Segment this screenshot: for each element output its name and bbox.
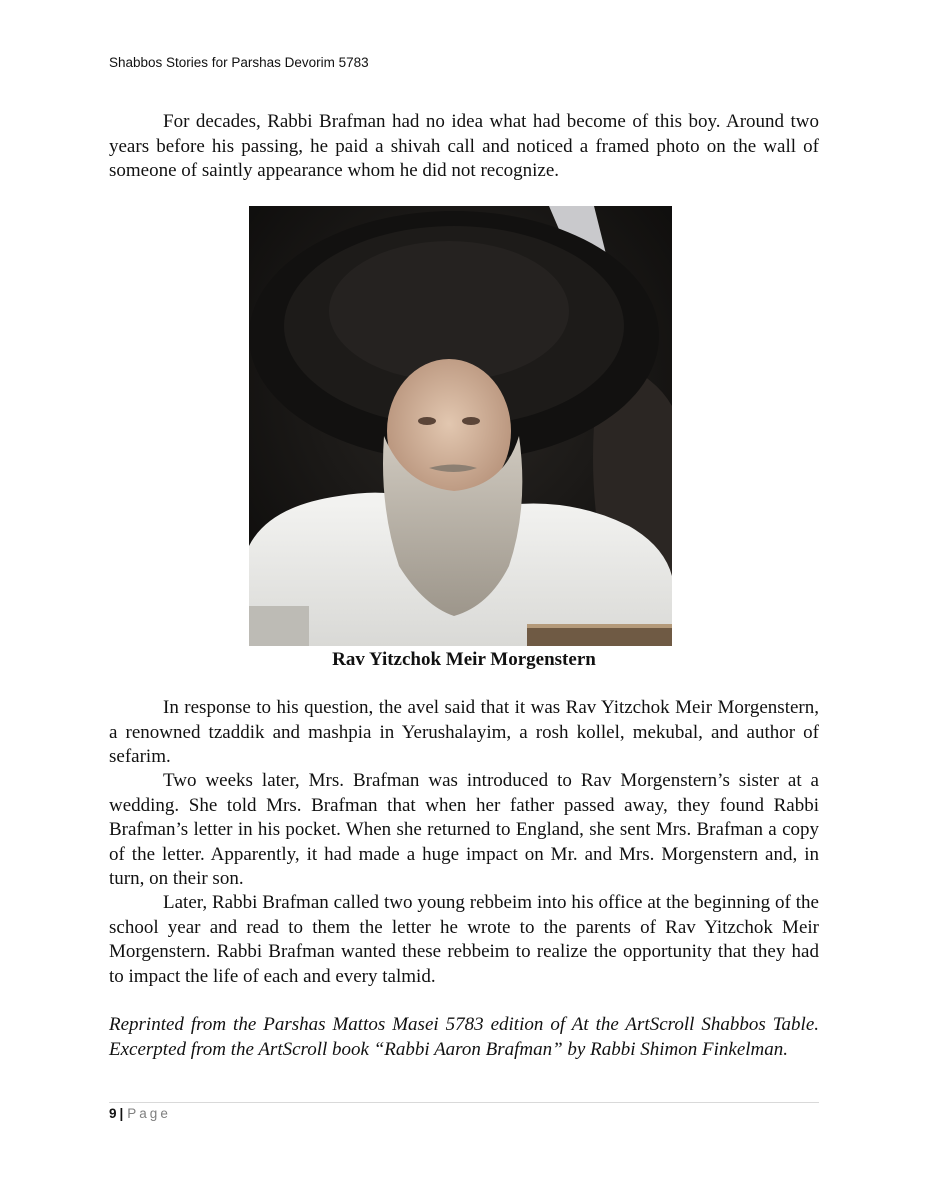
photo-caption: Rav Yitzchok Meir Morgenstern bbox=[332, 649, 596, 670]
portrait-photo bbox=[249, 206, 672, 646]
running-header: Shabbos Stories for Parshas Devorim 5783 bbox=[109, 55, 369, 70]
paragraph-response: In response to his question, the avel said that it was Rav Yitzchok Meir Morgenstern, a renowned tzaddik and mashpia in Yerushalayim, a rosh kollel, mekubal, and author of sefarim. bbox=[109, 697, 819, 767]
footer-separator: | bbox=[119, 1106, 124, 1121]
page-footer bbox=[109, 1106, 171, 1121]
paragraph-later: Later, Rabbi Brafman called two young rebbeim into his office at the beginning of the school year and read to them the letter he wrote to the parents of Rav Yitzchok Meir Morgenstern. Rabbi Brafman wanted these rebbeim to realize the opportunity that they had to impact the life of each and every talmid. bbox=[109, 892, 819, 987]
footer-divider bbox=[109, 1102, 819, 1103]
paragraph-two-weeks-later: Two weeks later, Mrs. Brafman was introduced to Rav Morgenstern’s sister at a wedding. She told Mrs. Brafman that when her father passed away, they found Rabbi Brafman’s letter in his pocket. When she returned to England, she sent Mrs. Brafman a copy of the letter. Apparently, it had made a huge impact on Mr. and Mrs. Morgenstern and, in turn, on their son. bbox=[109, 770, 819, 889]
reprint-credit: Reprinted from the Parshas Mattos Masei 5783 edition of At the ArtScroll Shabbos Table. Excerpted from the ArtScroll book “Rabbi Aaron Brafman” by Rabbi Shimon Finkelman. bbox=[109, 1014, 819, 1060]
paragraph-intro: For decades, Rabbi Brafman had no idea what had become of this boy. Around two years before his passing, he paid a shivah call and noticed a framed photo on the wall of someone of saintly appearance whom he did not recognize. bbox=[109, 111, 819, 181]
page-number: 9 bbox=[109, 1106, 117, 1121]
page-label: Page bbox=[127, 1106, 171, 1121]
